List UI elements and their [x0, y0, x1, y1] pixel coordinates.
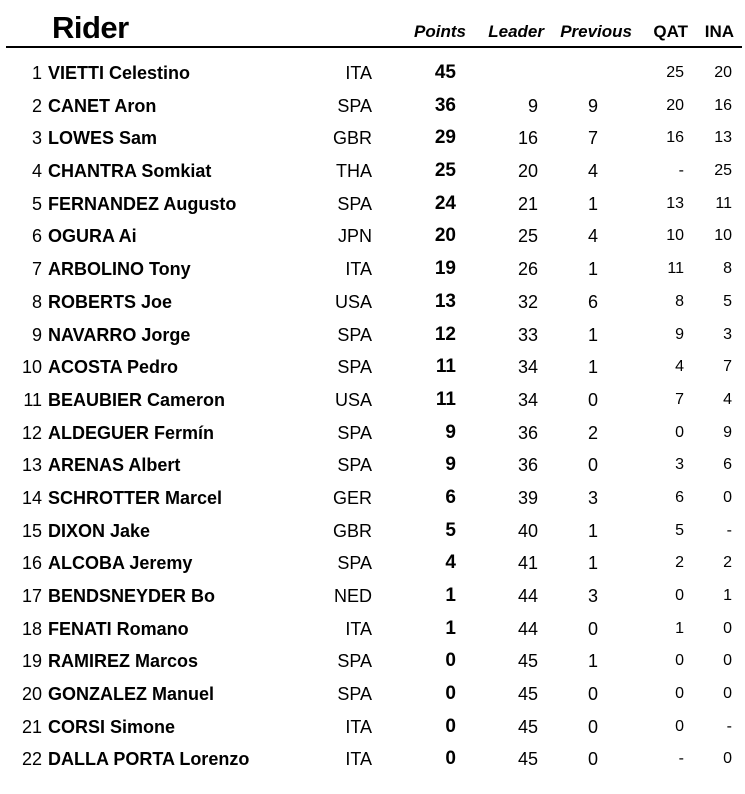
nation-cell: THA	[336, 161, 372, 182]
qat-points-cell: 0	[675, 685, 684, 703]
position-cell: 22	[21, 749, 42, 770]
points-cell: 6	[445, 486, 456, 508]
gap-to-leader-cell: 21	[517, 193, 538, 214]
table-row	[0, 188, 745, 221]
ina-points-cell: 0	[723, 652, 732, 670]
nation-cell: ITA	[345, 259, 372, 280]
gap-to-leader-cell: 36	[517, 422, 538, 443]
rider-name-cell: ARENAS Albert	[48, 455, 181, 476]
nation-cell: ITA	[345, 63, 372, 83]
points-cell: 12	[434, 323, 456, 345]
qat-column-header: QAT	[653, 22, 688, 41]
table-row	[0, 253, 745, 286]
position-cell: 17	[21, 586, 42, 606]
gap-to-previous-cell: 0	[587, 389, 598, 410]
table-row	[0, 515, 745, 548]
ina-points-cell: 3	[723, 325, 732, 343]
table-row	[0, 547, 745, 580]
qat-points-cell: -	[678, 750, 684, 768]
points-column-header: Points	[414, 22, 466, 41]
gap-to-previous-cell: 4	[587, 161, 598, 182]
gap-to-previous-cell: 1	[587, 259, 598, 280]
ina-points-cell: 4	[723, 390, 732, 408]
gap-to-leader-cell: 32	[517, 291, 538, 312]
gap-to-leader-cell: 36	[517, 455, 538, 476]
gap-to-previous-cell: 0	[587, 684, 598, 705]
nation-cell: GBR	[332, 128, 372, 149]
ina-points-cell: 16	[714, 96, 732, 114]
position-cell: 7	[31, 259, 42, 280]
rider-name-cell: DALLA PORTA Lorenzo	[48, 749, 250, 770]
points-cell: 11	[435, 356, 456, 378]
position-cell: 9	[31, 324, 42, 345]
nation-cell: SPA	[337, 651, 372, 672]
points-cell: 11	[435, 388, 456, 410]
rider-name-cell: NAVARRO Jorge	[48, 324, 191, 345]
qat-points-cell: 25	[666, 64, 684, 81]
nation-cell: JPN	[337, 226, 372, 247]
points-cell: 24	[434, 192, 456, 214]
gap-to-previous-cell: 3	[587, 586, 598, 606]
position-cell: 6	[31, 226, 42, 247]
table-row	[0, 417, 745, 450]
ina-points-cell: 5	[723, 292, 732, 310]
gap-to-leader-cell: 26	[517, 259, 538, 280]
qat-points-cell: 2	[675, 554, 684, 572]
gap-to-previous-cell: 1	[587, 357, 598, 378]
ina-points-cell: 6	[723, 456, 732, 474]
qat-points-cell: 0	[675, 423, 684, 441]
gap-to-leader-cell: 41	[517, 553, 538, 574]
points-cell: 9	[445, 454, 456, 476]
points-cell: 1	[445, 617, 456, 639]
nation-cell: GBR	[332, 520, 372, 541]
points-cell: 5	[445, 519, 456, 541]
gap-to-leader-cell: 45	[517, 651, 538, 672]
position-cell: 15	[21, 520, 42, 541]
qat-points-cell: 9	[675, 325, 684, 343]
position-cell: 12	[21, 422, 42, 443]
rider-name-cell: SCHROTTER Marcel	[48, 487, 223, 508]
gap-to-leader-cell: 40	[517, 520, 538, 541]
position-cell: 4	[31, 161, 42, 182]
ina-points-cell: -	[726, 521, 732, 539]
table-row	[0, 57, 745, 90]
rider-name-cell: BEAUBIER Cameron	[48, 389, 226, 410]
gap-to-previous-cell: 0	[587, 716, 598, 737]
position-cell: 5	[31, 193, 42, 214]
gap-to-leader-cell: 25	[517, 226, 538, 247]
ina-points-cell: 0	[723, 619, 732, 637]
table-row	[0, 90, 745, 123]
gap-to-previous-cell: 0	[587, 618, 598, 639]
table-row	[0, 220, 745, 253]
table-row	[0, 449, 745, 482]
points-cell: 29	[434, 127, 456, 149]
gap-to-previous-cell: 6	[587, 291, 598, 312]
position-cell: 14	[21, 487, 42, 508]
position-cell: 13	[21, 455, 42, 476]
points-cell: 19	[434, 258, 456, 280]
ina-points-cell: 0	[723, 750, 732, 768]
nation-cell: NED	[333, 586, 372, 606]
qat-points-cell: 5	[675, 521, 684, 539]
standings-header	[0, 0, 745, 48]
rider-name-cell: LOWES Sam	[48, 128, 158, 149]
gap-to-previous-cell: 0	[587, 749, 598, 770]
qat-points-cell: 4	[675, 358, 684, 376]
rider-name-cell: VIETTI Celestino	[48, 63, 191, 83]
gap-to-previous-cell: 1	[587, 324, 598, 345]
qat-points-cell: 16	[666, 129, 684, 147]
gap-to-leader-cell: 9	[527, 95, 538, 116]
table-row	[0, 743, 745, 776]
gap-to-leader-cell: 20	[517, 161, 538, 182]
ina-points-cell: 2	[723, 554, 732, 572]
table-row	[0, 384, 745, 417]
position-cell: 20	[21, 684, 42, 705]
standings-table	[0, 57, 745, 776]
table-row	[0, 155, 745, 188]
table-row	[0, 122, 745, 155]
rider-name-cell: OGURA Ai	[48, 226, 137, 247]
ina-points-cell: 10	[714, 227, 732, 245]
gap-to-leader-cell: 44	[517, 618, 538, 639]
position-cell: 2	[31, 95, 42, 116]
qat-points-cell: 20	[666, 96, 684, 114]
gap-to-previous-cell: 1	[587, 193, 598, 214]
position-cell: 16	[21, 553, 42, 574]
position-cell: 21	[21, 716, 42, 737]
nation-cell: ITA	[345, 749, 372, 770]
rider-name-cell: ACOSTA Pedro	[48, 357, 179, 378]
nation-cell: SPA	[337, 357, 372, 378]
position-cell: 18	[21, 618, 42, 639]
rider-name-cell: ALCOBA Jeremy	[48, 553, 193, 574]
qat-points-cell: 6	[675, 488, 684, 506]
rider-name-cell: CORSI Simone	[48, 716, 176, 737]
gap-to-previous-cell: 1	[587, 553, 598, 574]
ina-points-cell: 25	[714, 162, 732, 180]
gap-to-leader-cell: 34	[517, 357, 538, 378]
position-cell: 19	[21, 651, 42, 672]
table-row	[0, 580, 745, 613]
ina-points-cell: -	[726, 717, 732, 735]
ina-points-cell: 7	[723, 358, 732, 376]
position-cell: 11	[23, 389, 42, 410]
leader-column-header: Leader	[488, 22, 544, 41]
table-row	[0, 351, 745, 384]
points-cell: 0	[445, 715, 456, 737]
nation-cell: SPA	[337, 95, 372, 116]
qat-points-cell: 0	[675, 717, 684, 735]
gap-to-previous-cell: 1	[587, 520, 598, 541]
table-row	[0, 711, 745, 744]
points-cell: 0	[445, 748, 456, 770]
points-cell: 0	[445, 683, 456, 705]
rider-name-cell: FENATI Romano	[48, 618, 189, 639]
points-cell: 0	[445, 650, 456, 672]
points-cell: 25	[434, 160, 456, 182]
qat-points-cell: 1	[675, 619, 684, 637]
qat-points-cell: 8	[675, 292, 684, 310]
rider-name-cell: ARBOLINO Tony	[48, 259, 191, 280]
qat-points-cell: 11	[667, 260, 684, 278]
rider-name-cell: RAMIREZ Marcos	[48, 651, 199, 672]
gap-to-previous-cell: 3	[587, 487, 598, 508]
rider-name-cell: ALDEGUER Fermín	[48, 422, 215, 443]
nation-cell: USA	[334, 389, 372, 410]
gap-to-previous-cell: 9	[587, 95, 598, 116]
rider-name-cell: DIXON Jake	[48, 520, 151, 541]
qat-points-cell: -	[678, 162, 684, 180]
nation-cell: ITA	[345, 618, 372, 639]
points-cell: 4	[445, 552, 456, 574]
nation-cell: SPA	[337, 455, 372, 476]
gap-to-leader-cell: 45	[517, 684, 538, 705]
rider-name-cell: CANET Aron	[48, 95, 157, 116]
gap-to-leader-cell: 45	[517, 716, 538, 737]
gap-to-leader-cell: 34	[517, 389, 538, 410]
rider-name-cell: ROBERTS Joe	[48, 291, 173, 312]
table-row	[0, 645, 745, 678]
ina-points-cell: 0	[723, 685, 732, 703]
header-divider	[6, 46, 742, 48]
table-row	[0, 678, 745, 711]
table-row	[0, 482, 745, 515]
ina-points-cell: 20	[714, 64, 732, 81]
position-cell: 3	[31, 128, 42, 149]
ina-points-cell: 8	[723, 260, 732, 278]
gap-to-leader-cell: 45	[517, 749, 538, 770]
rider-name-cell: FERNANDEZ Augusto	[48, 193, 237, 214]
points-cell: 13	[434, 290, 456, 312]
ina-column-header: INA	[704, 22, 734, 41]
nation-cell: ITA	[345, 716, 372, 737]
points-cell: 9	[445, 421, 456, 443]
qat-points-cell: 3	[675, 456, 684, 474]
ina-points-cell: 11	[715, 194, 732, 212]
gap-to-previous-cell: 4	[587, 226, 598, 247]
gap-to-leader-cell: 16	[517, 128, 538, 149]
gap-to-previous-cell: 7	[587, 128, 598, 149]
table-row	[0, 286, 745, 319]
ina-points-cell: 1	[723, 587, 732, 604]
rider-name-cell: BENDSNEYDER Bo	[48, 586, 216, 606]
points-cell: 20	[434, 225, 456, 247]
nation-cell: SPA	[337, 422, 372, 443]
points-cell: 45	[434, 62, 456, 83]
previous-column-header: Previous	[560, 22, 632, 41]
table-row	[0, 319, 745, 352]
qat-points-cell: 0	[675, 587, 684, 604]
nation-cell: USA	[334, 291, 372, 312]
nation-cell: SPA	[337, 684, 372, 705]
ina-points-cell: 0	[723, 488, 732, 506]
qat-points-cell: 7	[675, 390, 684, 408]
qat-points-cell: 0	[675, 652, 684, 670]
position-cell: 1	[31, 63, 42, 83]
qat-points-cell: 13	[666, 194, 684, 212]
points-cell: 36	[434, 94, 456, 116]
qat-points-cell: 10	[666, 227, 684, 245]
rider-name-cell: GONZALEZ Manuel	[48, 684, 214, 705]
nation-cell: GER	[332, 487, 372, 508]
position-cell: 8	[31, 291, 42, 312]
position-cell: 10	[21, 357, 42, 378]
nation-cell: SPA	[337, 553, 372, 574]
nation-cell: SPA	[337, 193, 372, 214]
gap-to-leader-cell: 44	[517, 586, 538, 606]
gap-to-leader-cell: 33	[517, 324, 538, 345]
rider-name-cell: CHANTRA Somkiat	[48, 161, 212, 182]
gap-to-previous-cell: 2	[587, 422, 598, 443]
table-row	[0, 613, 745, 646]
gap-to-previous-cell: 1	[587, 651, 598, 672]
nation-cell: SPA	[337, 324, 372, 345]
points-cell: 1	[445, 585, 456, 606]
ina-points-cell: 13	[714, 129, 732, 147]
ina-points-cell: 9	[723, 423, 732, 441]
gap-to-previous-cell: 0	[587, 455, 598, 476]
gap-to-leader-cell: 39	[517, 487, 538, 508]
rider-column-header: Rider	[52, 10, 129, 45]
